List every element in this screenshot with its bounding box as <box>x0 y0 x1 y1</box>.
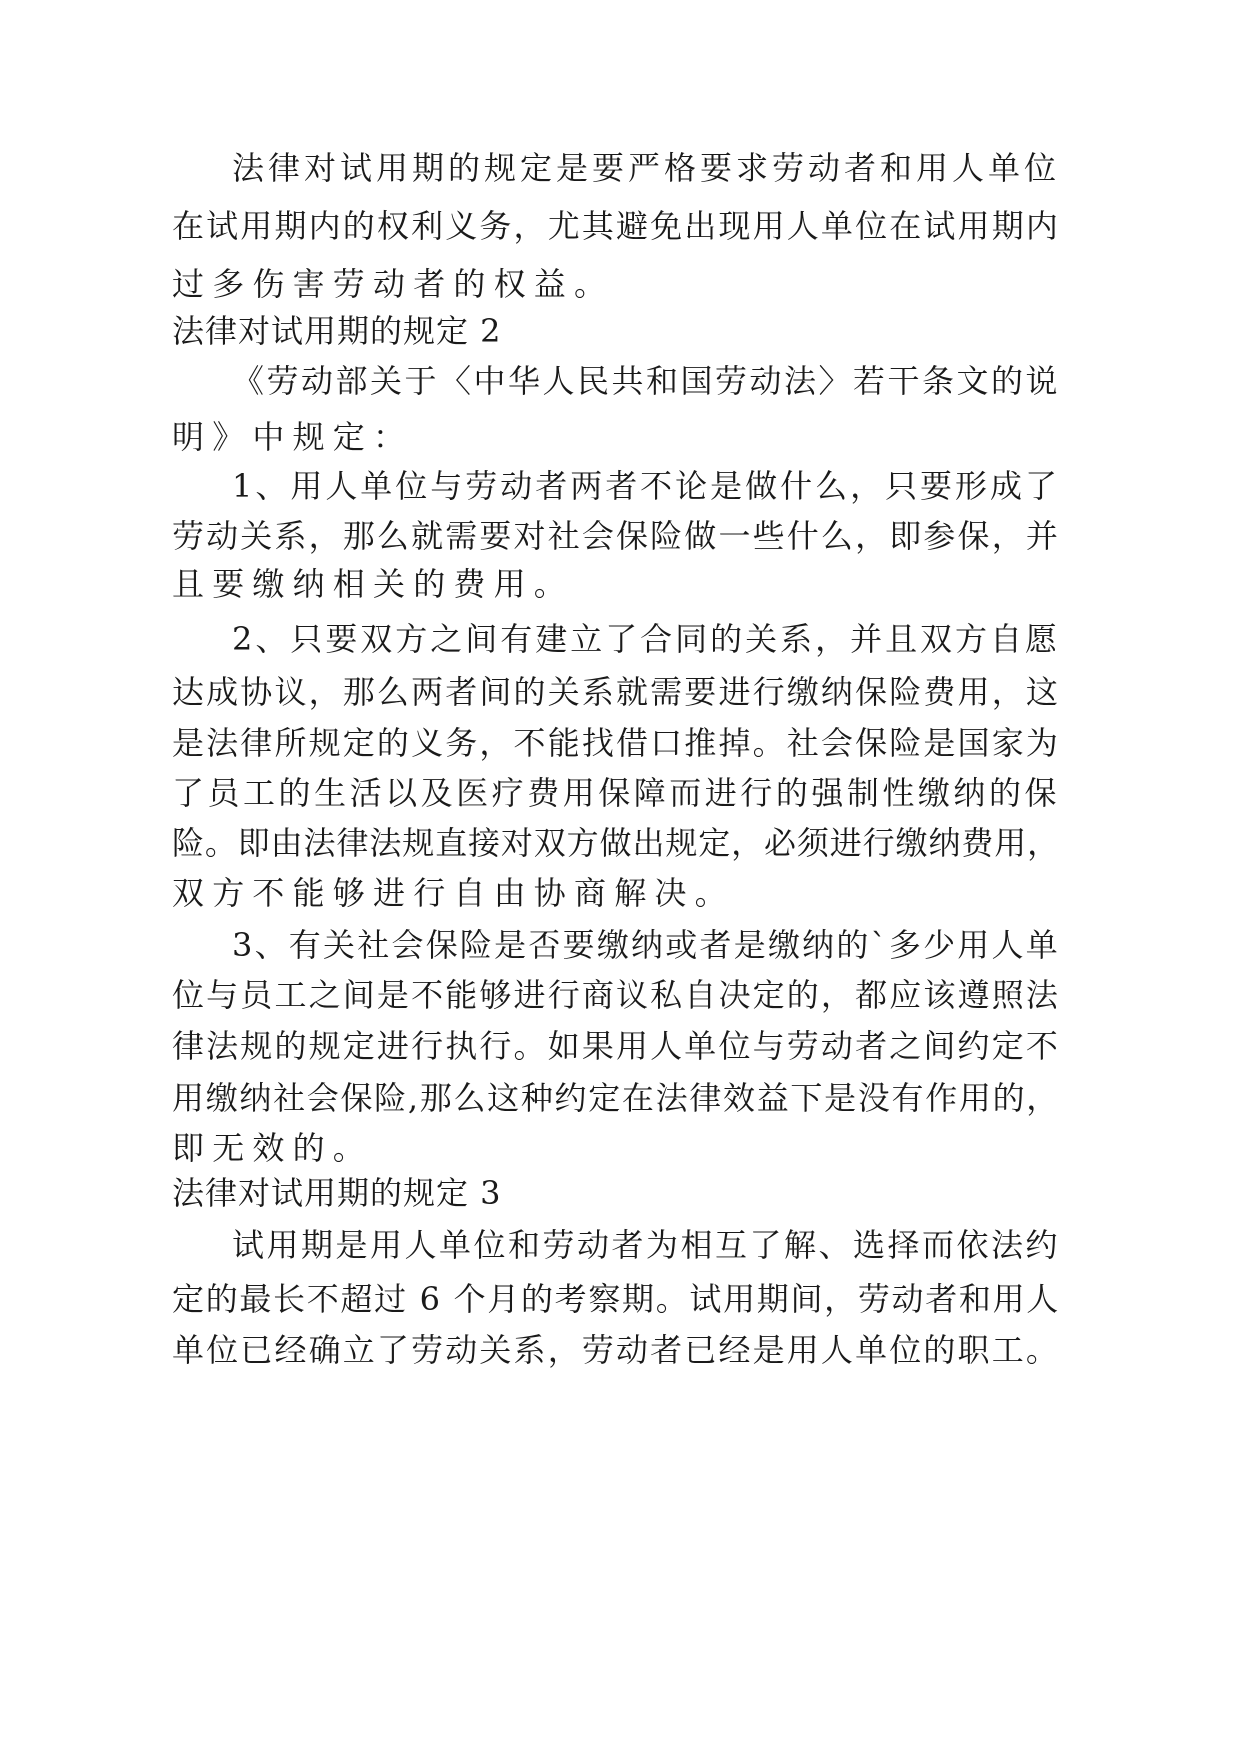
text-line: 在试用期内的权利义务，尤其避免出现用人单位在试用期内 <box>172 207 1060 245</box>
text-line: 达成协议，那么两者间的关系就需要进行缴纳保险费用，这 <box>172 673 1060 711</box>
list-item-line <box>0 966 1241 1024</box>
paragraph-line <box>0 352 1241 410</box>
heading-text: 法律对试用期的规定 3 <box>172 1174 502 1212</box>
paragraph-line <box>0 1216 1241 1274</box>
list-item-line <box>0 864 1241 922</box>
text-line: 过多伤害劳动者的权益。 <box>172 265 615 303</box>
text-line: 试用期是用人单位和劳动者为相互了解、选择而依法约 <box>232 1226 1060 1264</box>
text-line: 单位已经确立了劳动关系，劳动者已经是用人单位的职工。 <box>172 1331 1060 1369</box>
text-line: 用缴纳社会保险,那么这种约定在法律效益下是没有作用的， <box>172 1079 1060 1117</box>
section-heading <box>0 1164 1241 1222</box>
text-line: 明》中规定： <box>172 418 414 456</box>
text-line: 即无效的。 <box>172 1129 374 1167</box>
text-line: 且要缴纳相关的费用。 <box>172 565 575 603</box>
text-line: 3、有关社会保险是否要缴纳或者是缴纳的`多少用人单 <box>232 926 1060 964</box>
text-line: 位与员工之间是不能够进行商议私自决定的，都应该遵照法 <box>172 976 1060 1014</box>
text-line: 双方不能够进行自由协商解决。 <box>172 874 735 912</box>
text-line: 定的最长不超过 6 个月的考察期。试用期间，劳动者和用人 <box>172 1280 1060 1318</box>
text-line: 是法律所规定的义务，不能找借口推掉。社会保险是国家为 <box>172 724 1060 762</box>
text-line: 律法规的规定进行执行。如果用人单位与劳动者之间约定不 <box>172 1027 1060 1065</box>
list-item-line <box>0 555 1241 613</box>
text-line: 劳动关系，那么就需要对社会保险做一些什么，即参保，并 <box>172 517 1060 555</box>
paragraph-line <box>0 139 1241 197</box>
text-line: 《劳动部关于〈中华人民共和国劳动法〉若干条文的说 <box>232 362 1060 400</box>
list-item-line <box>0 610 1241 668</box>
text-line: 险。即由法律法规直接对双方做出规定，必须进行缴纳费用， <box>172 824 1060 862</box>
text-line: 2、只要双方之间有建立了合同的关系，并且双方自愿 <box>232 620 1060 658</box>
paragraph-line <box>0 1270 1241 1328</box>
paragraph-line <box>0 197 1241 255</box>
paragraph-line <box>0 1321 1241 1379</box>
list-item-line <box>0 663 1241 721</box>
text-line: 了员工的生活以及医疗费用保障而进行的强制性缴纳的保 <box>172 774 1060 812</box>
list-item-line <box>0 1017 1241 1075</box>
text-line: 法律对试用期的规定是要严格要求劳动者和用人单位 <box>232 149 1060 187</box>
text-line: 1、用人单位与劳动者两者不论是做什么，只要形成了 <box>232 467 1060 505</box>
heading-text: 法律对试用期的规定 2 <box>172 312 502 350</box>
